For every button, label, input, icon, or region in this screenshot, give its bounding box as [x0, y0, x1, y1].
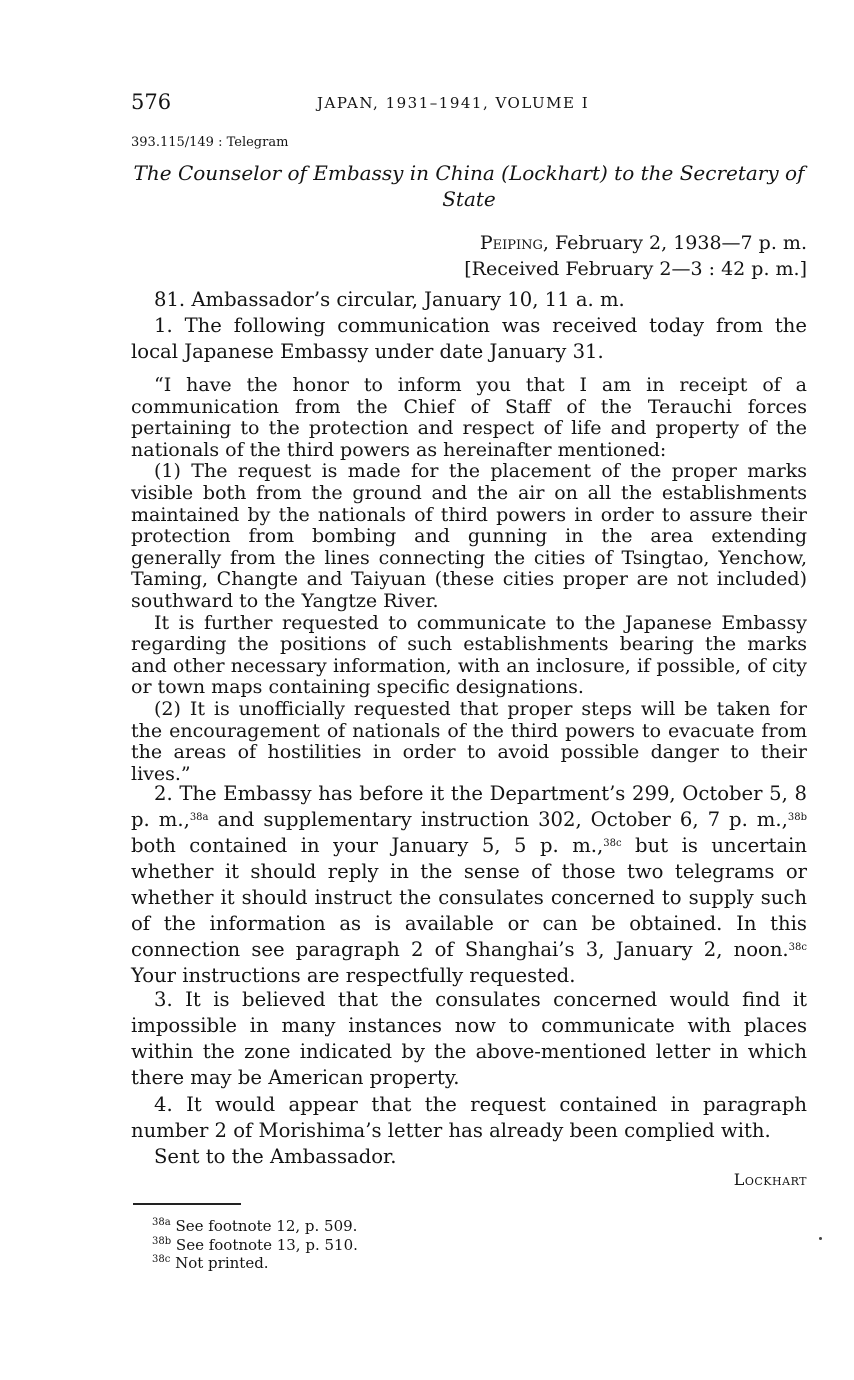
quoted-communication	[131, 375, 807, 785]
quote-paragraph: (2) It is unofficially requested that proper steps will be taken for the encouragement of nationals of the third powers to evacuate from the areas of hostilities in order to avoid possible danger to their lives.”	[131, 697, 807, 785]
running-head: JAPAN, 1931–1941, VOLUME I	[317, 94, 590, 112]
page-number: 576	[131, 90, 172, 114]
footnote-ref: 38c	[788, 942, 807, 953]
paragraph-2: 2. The Embassy has before it the Department’s 299, October 5, 8 p. m.,$^{38a}$ and supplementary instruction 302, October 6, 7 p. m.,$^{38b}$ both contained in your January 5, 5 p. m.,$^{38c}$ but is uncertain whether it should reply in the sense of those two telegrams or whether it should instruct the consulates concerned to supply such of the information as is available or can be obtained. In this connection see paragraph 2 of Shanghai’s 3, January 2, noon.$^{38c}$ Your instructions are respectfully requested.	[131, 782, 807, 987]
paragraph-4: 4. It would appear that the request contained in paragraph number 2 of Morishima’s letter has already been complied with.	[131, 1093, 807, 1142]
paragraph-3: 3. It is believed that the consulates concerned would find it impossible in many instances now to communicate with places within the zone indicated by the above-mentioned letter in which there may be American property.	[131, 988, 807, 1089]
paragraph-sent: Sent to the Ambassador.	[154, 1145, 397, 1168]
file-reference: 393.115/149 : Telegram	[131, 135, 289, 150]
dateline-place: Peiping,	[479, 232, 549, 254]
footnote: $^{38c}$ Not printed.	[152, 1254, 269, 1272]
footnote: $^{38a}$ See footnote 12, p. 509.	[152, 1217, 358, 1235]
quote-paragraph: It is further requested to communicate to the Japanese Embassy regarding the positions of such establishments bearing the marks and other necessary information, with an inclosure, if possible, of city or town maps containing specific designations.	[131, 611, 807, 699]
quote-paragraph: “I have the honor to inform you that I am in receipt of a communication from the Chief of Staff of the Terauchi forces pertaining to the protection and respect of life and property of the nationals of the third powers as hereinafter mentioned:	[131, 374, 807, 461]
stray-mark	[819, 1237, 822, 1240]
page-header	[131, 90, 807, 120]
footnote-ref: 38b	[787, 812, 807, 823]
footnote-ref: 38c	[603, 838, 622, 849]
document-title: The Counselor of Embassy in China (Lockhart) to the Secretary of State	[133, 161, 805, 211]
footnote: $^{38b}$ See footnote 13, p. 510.	[152, 1236, 358, 1254]
dateline-received: [Received February 2—3 : 42 p. m.]	[464, 258, 807, 280]
paragraph-1: 1. The following communication was received today from the local Japanese Embassy under date January 31.	[131, 314, 807, 363]
quote-paragraph: (1) The request is made for the placement of the proper marks visible both from the ground and the air on all the establishments maintained by the nationals of third powers in order to assure their protection from bombing and gunning in the area extending generally from the lines connecting the cities of Tsingtao, Yenchow, Taming, Changte and Taiyuan (these cities proper are not included) southward to the Yangtze River.	[131, 460, 807, 612]
footnote-divider	[133, 1203, 241, 1205]
dateline-date: February 2, 1938—7 p. m.	[554, 232, 807, 254]
paragraph-81: 81. Ambassador’s circular, January 10, 11 a. m.	[154, 288, 625, 311]
dateline	[464, 230, 807, 282]
signature: Lockhart	[733, 1170, 807, 1189]
footnote-ref: 38a	[189, 812, 209, 823]
